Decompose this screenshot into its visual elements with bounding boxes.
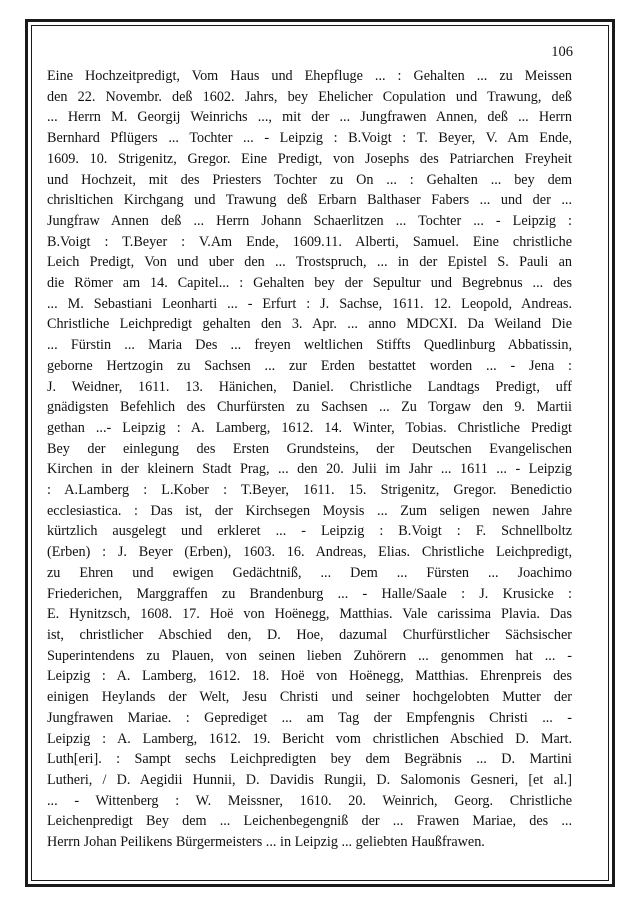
text-line: gethan ...- Leipzig : A. Lamberg, 1612. 14. Winter, Tobias. Christliche Predigt [47,419,572,436]
text-line: Kirchen in der kleinern Stadt Prag, ... den 20. Julii im Jahr ... 1611 ... - Leipzig [47,461,572,478]
text-line: Christliche Leichpredigt gehalten den 3. Apr. ... anno MDCXI. Da Weiland Die [47,316,572,333]
text-line: Lutheri, / D. Aegidii Hunnii, D. Davidis Rungii, D. Salomonis Gesneri, [et al.] [47,771,572,788]
text-line: Friederichen, Marggraffen zu Brandenburg ... - Halle/Saale : J. Krusicke : [47,585,572,602]
text-line: kürtzlich ausgelegt und erkleret ... - Leipzig : B.Voigt : F. Schnellboltz [47,523,572,540]
text-line: Jungfrawen Mariae. : Geprediget ... am Tag der Empfengnis Christi ... - [47,709,572,726]
text-line: ... - Wittenberg : W. Meissner, 1610. 20. Weinrich, Georg. Christliche [47,792,572,809]
text-line: Superintendens zu Plauen, von seinen lieben Zuhörern ... genommen hat ... - [47,647,572,664]
text-line: gnädigsten Befehlich des Churfürsten zu Sachsen ... Zu Torgaw den 9. Martii [47,399,572,416]
text-line: ecclesiastica. : Das ist, der Kirchsegen Moysis ... Zum seligen newen Jahre [47,502,572,519]
text-line: Bey der einlegung des Ersten Grundsteins, der Deutschen Evangelischen [47,440,572,457]
text-line: und Hochzeit, mit des Priesters Tochter zu On ... : Gehalten ... bey dem [47,171,572,188]
text-line: ist, christlicher Abschied den, D. Hoe, dazumal Churfürstlicher Sächsischer [47,626,572,643]
text-line: ... M. Sebastiani Leonharti ... - Erfurt : J. Sachse, 1611. 12. Leopold, Andreas. [47,295,572,312]
text-line: Bernhard Pflügers ... Tochter ... - Leipzig : B.Voigt : T. Beyer, V. Am Ende, [47,130,572,147]
text-line: 1609. 10. Strigenitz, Gregor. Eine Predigt, von Josephs des Patriarchen Freyheit [47,150,572,167]
text-line: Jungfraw Annen deß ... Herrn Johann Schaerlitzen ... Tochter ... - Leipzig : [47,212,572,229]
text-line: B.Voigt : T.Beyer : V.Am Ende, 1609.11. Alberti, Samuel. Eine christliche [47,233,572,250]
text-line: Eine Hochzeitpredigt, Vom Haus und Ehepfluge ... : Gehalten ... zu Meissen [47,68,572,84]
text-line: ... Fürstin ... Maria Des ... freyen weltlichen Stiffts Quedlinburg Abbatissin, [47,337,572,354]
text-line: E. Hynitzsch, 1608. 17. Hoë von Hoënegg, Matthias. Vale carissima Plavia. Das [47,606,572,623]
text-line: chrisltichen Kirchgang und Trawung deß Erbarn Balthaser Fabers ... und der ... [47,192,572,209]
text-line: Leipzig : A. Lamberg, 1612. 19. Bericht vom christlichen Abschied D. Mart. [47,730,572,747]
text-line: Leipzig : A. Lamberg, 1612. 18. Hoë von Hoënegg, Matthias. Ehrenpreis des [47,668,572,685]
text-line: Leichenpredigt Bey dem ... Leichenbegengniß der ... Frawen Mariae, des ... [47,813,572,830]
text-line: (Erben) : J. Beyer (Erben), 1603. 16. Andreas, Elias. Christliche Leichpredigt, [47,544,572,561]
text-line: geborne Hertzogin zu Sachsen ... zur Erden bestattet worden ... - Jena : [47,357,572,374]
text-line: Luth[eri]. : Sampt sechs Leichpredigten bey dem Begräbnis ... D. Martini [47,751,572,768]
text-line: : A.Lamberg : L.Kober : T.Beyer, 1611. 15. Strigenitz, Gregor. Benedictio [47,482,572,499]
bibliography-text [47,66,572,853]
text-line: J. Weidner, 1611. 13. Hänichen, Daniel. Christliche Landtags Predigt, uff [47,378,572,395]
text-line: Herrn Johan Peilikens Bürgermeisters ... in Leipzig ... geliebten Haußfrawen. [47,834,485,851]
text-line: zu Ehren und ewigen Gedächtniß, ... Dem ... Fürsten ... Joachimo [47,564,572,581]
text-line: Leich Predigt, Von und uber den ... Trostspruch, ... in der Epistel S. Pauli an [47,254,572,271]
text-line: einigen Heylands der Welt, Jesu Christi und seiner hochgelobten Mutter der [47,689,572,706]
page-number: 106 [551,44,573,60]
text-line: ... Herrn M. Georgij Weinrichs ..., mit der ... Jungfrawen Annen, deß ... Herrn [47,109,572,126]
text-line: den 22. Novembr. deß 1602. Jahrs, bey Ehelicher Copulation und Trawung, deß [47,88,572,105]
text-line: die Römer am 14. Capitel... : Gehalten bey der Sepultur und Begrebnus ... des [47,275,572,292]
